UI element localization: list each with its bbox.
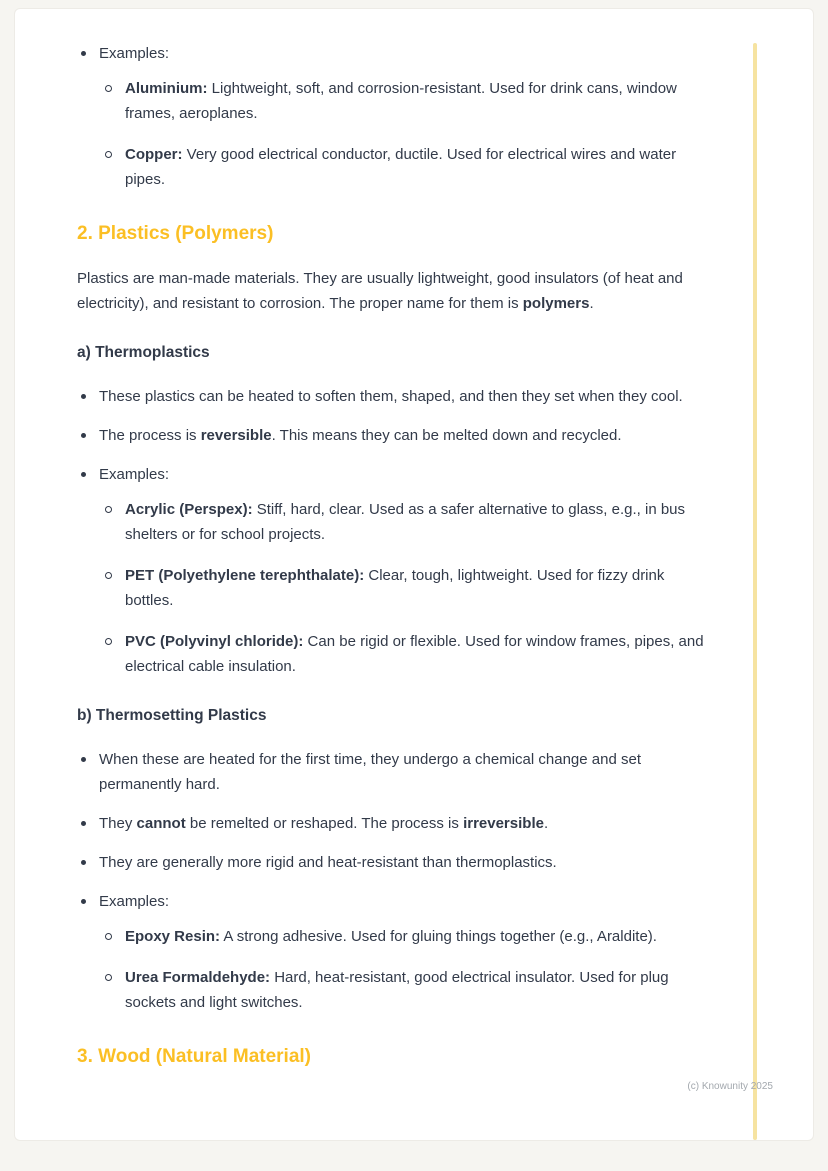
pet-text <box>125 567 664 609</box>
thermosetting-list <box>77 747 709 1015</box>
thermoplastics-examples-sublist <box>99 497 709 679</box>
list-item-thermoplastic-examples <box>77 462 709 679</box>
text-segment: They are generally more rigid and heat-resistant than thermoplastics. <box>99 854 557 871</box>
list-item-thermosetting-2 <box>77 811 709 836</box>
text-segment: . <box>589 295 594 312</box>
metals-examples-sublist <box>99 76 709 192</box>
thermosetting-bullet-1-text <box>99 751 641 793</box>
text-segment: Can be rigid or flexible. Used for window frames, pipes, and electrical cable insulation. <box>125 633 704 675</box>
thermosetting-examples-sublist <box>99 924 709 1015</box>
aluminium-text <box>125 80 677 122</box>
document-page <box>14 8 814 1141</box>
thermosetting-examples-label <box>99 893 169 910</box>
bold-text-segment: cannot <box>136 815 186 832</box>
urea-formaldehyde-text <box>125 969 669 1011</box>
text-segment: Stiff, hard, clear. Used as a safer alternative to glass, e.g., in bus shelters or for school projects. <box>125 501 686 543</box>
bold-text-segment: Epoxy Resin: <box>125 928 221 945</box>
thermoplastics-list <box>77 384 709 679</box>
bold-text-segment: Urea Formaldehyde: <box>125 969 271 986</box>
list-item-copper <box>99 142 709 192</box>
list-item-thermoplastic-1 <box>77 384 709 409</box>
text-segment: When these are heated for the first time, they undergo a chemical change and set permanently hard. <box>99 751 641 793</box>
plastics-intro-paragraph <box>77 266 709 316</box>
thermosetting-bullet-3-text <box>99 854 557 871</box>
bold-text-segment: PVC (Polyvinyl chloride): <box>125 633 304 650</box>
text-segment: Examples: <box>99 893 170 910</box>
list-item-thermoplastic-2 <box>77 423 709 448</box>
bold-text-segment: reversible <box>200 427 272 444</box>
list-item-pvc <box>99 629 709 679</box>
bold-text-segment: polymers <box>522 295 590 312</box>
bold-text-segment: Copper: <box>125 146 183 163</box>
text-segment: Clear, tough, lightweight. Used for fizzy drink bottles. <box>125 567 665 609</box>
thermoplastic-bullet-2-text <box>99 427 622 444</box>
list-item-acrylic <box>99 497 709 547</box>
bold-text-segment: Acrylic (Perspex): <box>125 501 253 518</box>
bold-text-segment: Aluminium: <box>125 80 208 97</box>
heading-wood-section: 3. Wood (Natural Material) <box>77 1046 312 1067</box>
list-item-epoxy <box>99 924 709 949</box>
heading-thermoplastics: a) Thermoplastics <box>77 344 210 361</box>
text-segment: . This means they can be melted down and recycled. <box>271 427 622 444</box>
list-item-urea-formaldehyde <box>99 965 709 1015</box>
document-content <box>15 9 813 1069</box>
epoxy-text <box>125 928 657 945</box>
bold-text-segment: irreversible <box>463 815 544 832</box>
list-item-thermosetting-1 <box>77 747 709 797</box>
text-segment: Very good electrical conductor, ductile. Used for electrical wires and water pipes. <box>125 146 677 188</box>
heading-thermosetting: b) Thermosetting Plastics <box>77 707 267 724</box>
metals-examples-list <box>77 41 709 192</box>
text-segment: The process is <box>99 427 201 444</box>
text-segment: Lightweight, soft, and corrosion-resistant. Used for drink cans, window frames, aeroplanes. <box>125 80 677 122</box>
watermark: (c) Knowunity 2025 <box>687 1081 773 1092</box>
list-item-pet <box>99 563 709 613</box>
text-segment: be remelted or reshaped. The process is <box>185 815 464 832</box>
bold-text-segment: PET (Polyethylene terephthalate): <box>125 567 365 584</box>
list-item-thermosetting-examples <box>77 889 709 1015</box>
text-segment: They <box>99 815 137 832</box>
list-item-thermosetting-3 <box>77 850 709 875</box>
copper-text <box>125 146 676 188</box>
list-item-examples <box>77 41 709 192</box>
text-segment: A strong adhesive. Used for gluing things together (e.g., Araldite). <box>220 928 657 945</box>
text-segment: Hard, heat-resistant, good electrical insulator. Used for plug sockets and light switches. <box>125 969 669 1011</box>
thermoplastic-examples-label <box>99 466 169 483</box>
thermoplastic-bullet-1-text <box>99 388 683 405</box>
text-segment: These plastics can be heated to soften them, shaped, and then they set when they cool. <box>99 388 683 405</box>
text-segment: Examples: <box>99 466 170 483</box>
text-segment: . <box>543 815 549 832</box>
pvc-text <box>125 633 704 675</box>
heading-plastics-section: 2. Plastics (Polymers) <box>77 223 274 244</box>
acrylic-text <box>125 501 685 543</box>
text-segment: Plastics are man-made materials. They are usually lightweight, good insulators (of heat and electricity), and resistant to corrosion. The proper name for them is <box>77 270 683 312</box>
examples-label: Examples: <box>99 45 170 62</box>
list-item-aluminium <box>99 76 709 126</box>
thermosetting-bullet-2-text <box>99 815 548 832</box>
